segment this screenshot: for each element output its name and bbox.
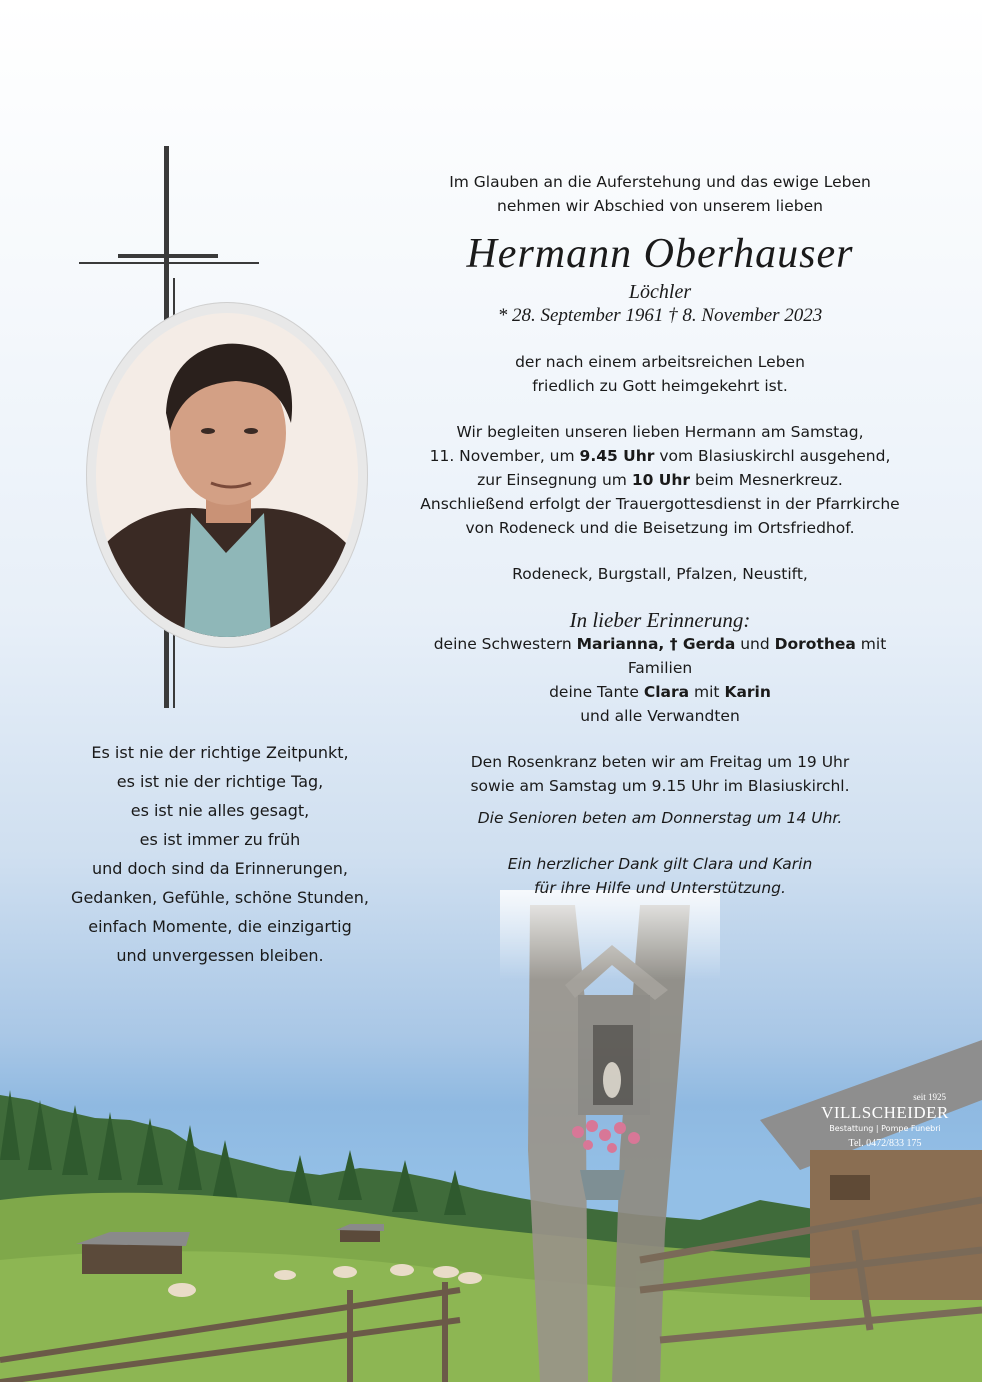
poem-line: einfach Momente, die einzigartig <box>88 917 352 936</box>
thanks-line-1: Ein herzlicher Dank gilt Clara und Karin <box>507 855 813 873</box>
logo-tagline: Bestattung | Pompe Funebri <box>829 1124 941 1133</box>
mourners-line-2: deine Tante Clara mit Karin <box>549 683 771 701</box>
logo-brand: VILLSCHEIDER <box>821 1103 949 1122</box>
memory-heading: In lieber Erinnerung: <box>569 608 751 632</box>
logo-phone: Tel. 0472/833 175 <box>848 1138 922 1149</box>
thanks-line-2: für ihre Hilfe und Unterstützung. <box>534 879 786 897</box>
deceased-name: Hermann Oberhauser <box>466 231 854 277</box>
funeral-line-5: von Rodeneck und die Beisetzung im Ortsfriedhof. <box>465 519 855 537</box>
poem-line: es ist nie alles gesagt, <box>130 801 310 820</box>
funeral-home-logo <box>810 1092 960 1153</box>
poem-line: und doch sind da Erinnerungen, <box>91 859 349 878</box>
poem <box>60 738 380 970</box>
logo-since: seit 1925 <box>913 1092 946 1102</box>
rosary-line-1: Den Rosenkranz beten wir am Freitag um 19 Uhr <box>470 753 850 771</box>
funeral-line-3: zur Einsegnung um 10 Uhr beim Mesnerkreuz. <box>477 471 843 489</box>
poem-line: Gedanken, Gefühle, schöne Stunden, <box>71 888 369 907</box>
funeral-line-4: Anschließend erfolgt der Trauergottesdienst in der Pfarrkirche <box>420 495 900 513</box>
life-dates: * 28. September 1961 † 8. November 2023 <box>497 305 823 326</box>
main-text <box>400 170 920 900</box>
poem-line: und unvergessen bleiben. <box>116 946 324 965</box>
poem-line: es ist immer zu früh <box>139 830 301 849</box>
deceased-nickname: Löchler <box>628 281 692 303</box>
portrait-photo <box>96 313 358 637</box>
hut <box>76 1232 190 1274</box>
mourners-line-1: deine Schwestern Marianna, † Gerda und Dorothea mit Familien <box>433 635 887 677</box>
funeral-line-2: 11. November, um 9.45 Uhr vom Blasiuskirchl ausgehend, <box>429 447 891 465</box>
poem-line: es ist nie der richtige Tag, <box>116 772 324 791</box>
rosary-line-2: sowie am Samstag um 9.15 Uhr im Blasiuskirchl. <box>470 777 850 795</box>
intro-line-2: nehmen wir Abschied von unserem lieben <box>497 197 823 215</box>
intro-line-1: Im Glauben an die Auferstehung und das ewige Leben <box>449 173 871 191</box>
funeral-line-1: Wir begleiten unseren lieben Hermann am Samstag, <box>456 423 864 441</box>
seniors-note: Die Senioren beten am Donnerstag um 14 Uhr. <box>477 809 843 827</box>
after-life-line-1: der nach einem arbeitsreichen Leben <box>515 353 805 371</box>
mourner-places: Rodeneck, Burgstall, Pfalzen, Neustift, <box>512 565 808 583</box>
after-life-line-2: friedlich zu Gott heimgekehrt ist. <box>532 377 788 395</box>
mourners-line-3: und alle Verwandten <box>580 707 740 725</box>
poem-line: Es ist nie der richtige Zeitpunkt, <box>91 743 349 762</box>
